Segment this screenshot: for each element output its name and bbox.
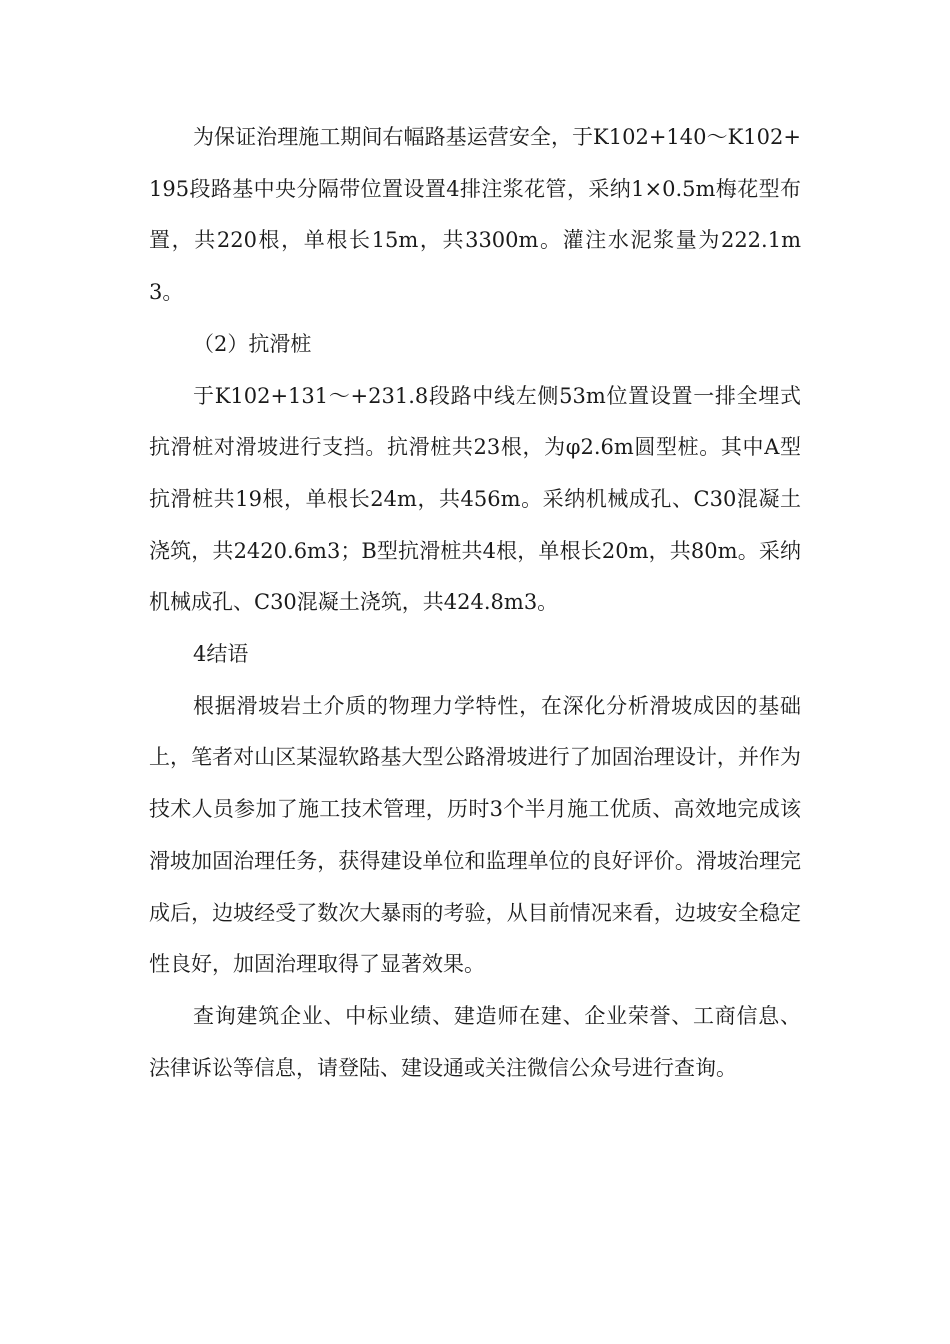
paragraph-conclusion: 根据滑坡岩土介质的物理力学特性，在深化分析滑坡成因的基础上，笔者对山区某湿软路基大型公路滑坡进行了加固治理设计，并作为技术人员参加了施工技术管理，历时3个半月施工优质、高效地完成该滑坡加固治理任务，获得建设单位和监理单位的良好评价。滑坡治理完成后，边坡经受了数次大暴雨的考验，从目前情况来看，边坡安全稳定性良好，加固治理取得了显著效果。	[149, 693, 801, 977]
paragraph-query-notice: 查询建筑企业、中标业绩、建造师在建、企业荣誉、工商信息、法律诉讼等信息，请登陆、建设通或关注微信公众号进行查询。	[149, 1003, 801, 1080]
document-body	[149, 112, 801, 1094]
paragraph-anti-slide-pile: 于K102+131～+231.8段路中线左侧53m位置设置一排全埋式抗滑桩对滑坡进行支挡。抗滑桩共23根，为φ2.6m圆型桩。其中A型抗滑桩共19根，单根长24m，共456m。采纳机械成孔、C30混凝土浇筑，共2420.6m3；B型抗滑桩共4根，单根长20m，共80m。采纳机械成孔、C30混凝土浇筑，共424.8m3。	[149, 383, 801, 615]
section-heading-conclusion: 4结语	[193, 642, 249, 667]
section-heading-anti-slide-pile: （2）抗滑桩	[193, 331, 312, 356]
paragraph-grouting: 为保证治理施工期间右幅路基运营安全，于K102+140～K102+195段路基中央分隔带位置设置4排注浆花管，采纳1×0.5m梅花型布置，共220根，单根长15m，共3300m。灌注水泥浆量为222.1m3。	[149, 125, 801, 305]
